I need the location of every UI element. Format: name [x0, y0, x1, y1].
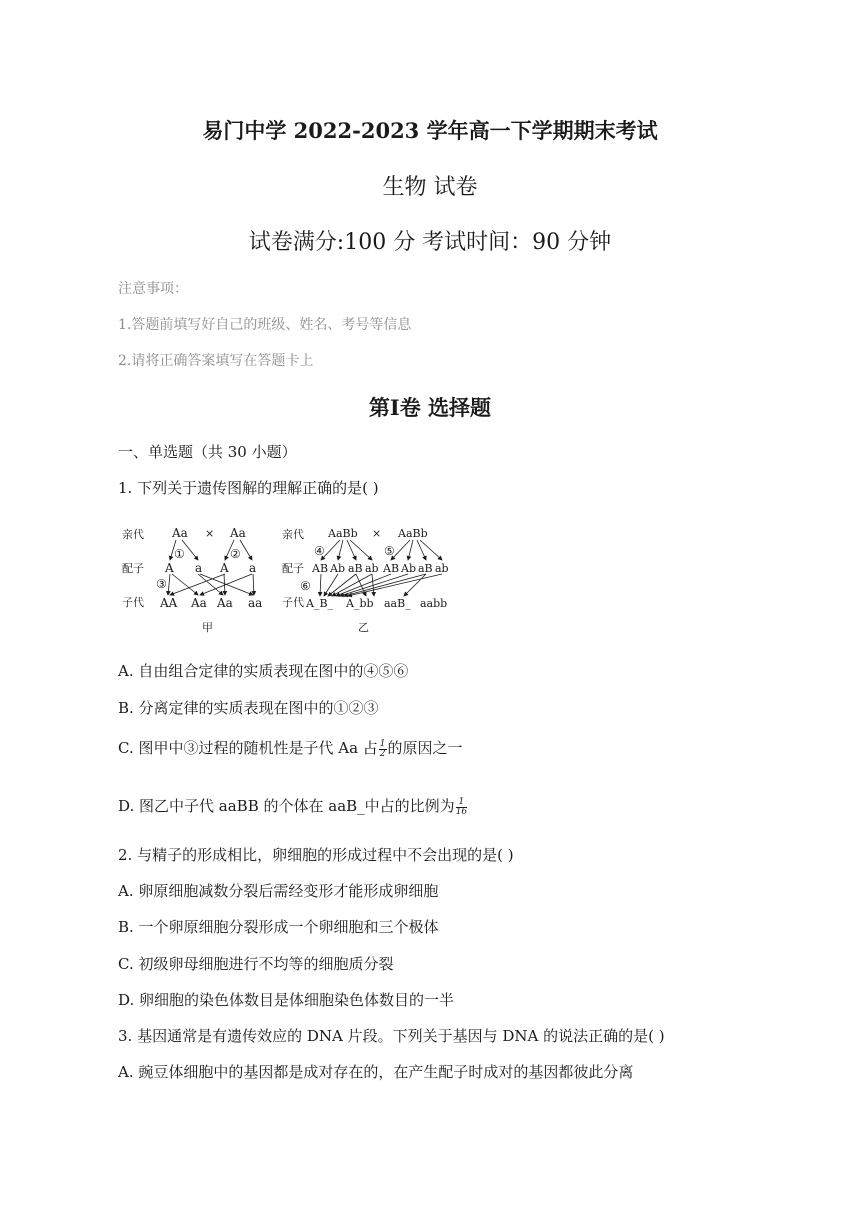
note-item: 2.请将正确答案填写在答题卡上 — [118, 353, 314, 369]
question-2-option-a: A. 卵原细胞减数分裂后需经变形才能形成卵细胞 — [118, 882, 439, 900]
question-1-option-a: A. 自由组合定律的实质表现在图中的④⑤⑥ — [118, 662, 409, 680]
yi-gamete-row-label: 配子 — [282, 562, 304, 575]
question-1-option-c — [118, 737, 463, 759]
yi-gamete: Ab — [401, 562, 416, 575]
yi-cross-symbol: × — [372, 527, 382, 540]
jia-gamete: A — [165, 561, 174, 575]
section-title: 第Ⅰ卷 选择题 — [368, 395, 492, 420]
notes-heading: 注意事项： — [118, 281, 188, 297]
jia-offspring: AA — [160, 596, 178, 610]
jia-mark-3: ③ — [156, 577, 167, 591]
yi-parent-genotype: AaBb — [398, 527, 428, 540]
question-3-option-a: A. 豌豆体细胞中的基因都是成对存在的，在产生配子时成对的基因都彼此分离 — [118, 1063, 634, 1081]
question-2-option-c: C. 初级卵母细胞进行不均等的细胞质分裂 — [118, 955, 394, 973]
genetic-cross-diagram — [118, 520, 478, 640]
yi-offspring: A_B_ — [306, 597, 334, 610]
yi-parent-genotype: AaBb — [328, 527, 358, 540]
yi-parent-row-label: 亲代 — [282, 528, 304, 541]
question-2-option-b: B. 一个卵原细胞分裂形成一个卵细胞和三个极体 — [118, 918, 439, 936]
jia-mark-1: ① — [174, 547, 185, 561]
jia-parent-genotype: Aa — [172, 526, 188, 540]
question-2-stem: 2. 与精子的形成相比，卵细胞的形成过程中不会出现的是( ) — [118, 846, 514, 864]
yi-mark-4: ④ — [314, 544, 325, 558]
yi-gamete: aB — [418, 562, 433, 575]
jia-parent-row-label: 亲代 — [122, 528, 144, 541]
option-c-text-end: 的原因之一 — [387, 739, 463, 757]
question-1-stem: 1. 下列关于遗传图解的理解正确的是( ) — [118, 479, 379, 497]
note-item: 1.答题前填写好自己的班级、姓名、考号等信息 — [118, 317, 412, 333]
jia-offspring: Aa — [217, 596, 233, 610]
fraction-one-half: $\frac{1}{2}$ — [379, 738, 386, 759]
jia-gamete: a — [195, 561, 203, 575]
jia-offspring-row-label: 子代 — [122, 596, 144, 609]
question-2-option-d: D. 卵细胞的染色体数目是体细胞染色体数目的一半 — [118, 991, 455, 1009]
jia-mark-2: ② — [230, 547, 241, 561]
yi-offspring-row-label: 子代 — [282, 596, 304, 609]
jia-caption: 甲 — [202, 621, 213, 634]
part-heading: 一、单选题（共 30 小题） — [118, 443, 297, 461]
yi-offspring: aabb — [420, 597, 448, 610]
option-d-text: D. 图乙中子代 aaBB 的个体在 aaB_中占的比例为 — [118, 797, 455, 815]
jia-parent-genotype: Aa — [230, 526, 246, 540]
yi-offspring: A_bb — [346, 597, 374, 610]
option-c-text: C. 图甲中③过程的随机性是子代 Aa 占 — [118, 739, 378, 757]
question-1-option-b: B. 分离定律的实质表现在图中的①②③ — [118, 699, 379, 717]
jia-cross-symbol: × — [205, 527, 215, 540]
yi-mark-6: ⑥ — [300, 579, 311, 593]
yi-gamete: aB — [348, 562, 363, 575]
yi-gamete: ab — [435, 562, 449, 575]
question-3-stem: 3. 基因通常是有遗传效应的 DNA 片段。下列关于基因与 DNA 的说法正确的是( ) — [118, 1027, 665, 1045]
yi-mark-5: ⑤ — [384, 544, 395, 558]
exam-meta: 试卷满分:100 分 考试时间：90 分钟 — [248, 230, 612, 255]
exam-title: 易门中学 2022-2023 学年高一下学期期末考试 — [202, 118, 658, 143]
yi-caption: 乙 — [358, 621, 369, 634]
exam-subject: 生物 试卷 — [382, 175, 478, 200]
jia-offspring: aa — [248, 596, 263, 610]
yi-gamete: Ab — [330, 562, 345, 575]
yi-gamete: AB — [312, 562, 329, 575]
jia-offspring: Aa — [191, 596, 207, 610]
fraction-one-sixteenth: $\frac{1}{16}$ — [455, 796, 468, 817]
yi-gamete: AB — [383, 562, 400, 575]
jia-gamete-row-label: 配子 — [122, 562, 144, 575]
jia-gamete: A — [220, 561, 229, 575]
question-1-option-d — [118, 795, 468, 817]
jia-gamete: a — [249, 561, 257, 575]
yi-offspring: aaB_ — [384, 597, 411, 610]
yi-gamete: ab — [365, 562, 379, 575]
